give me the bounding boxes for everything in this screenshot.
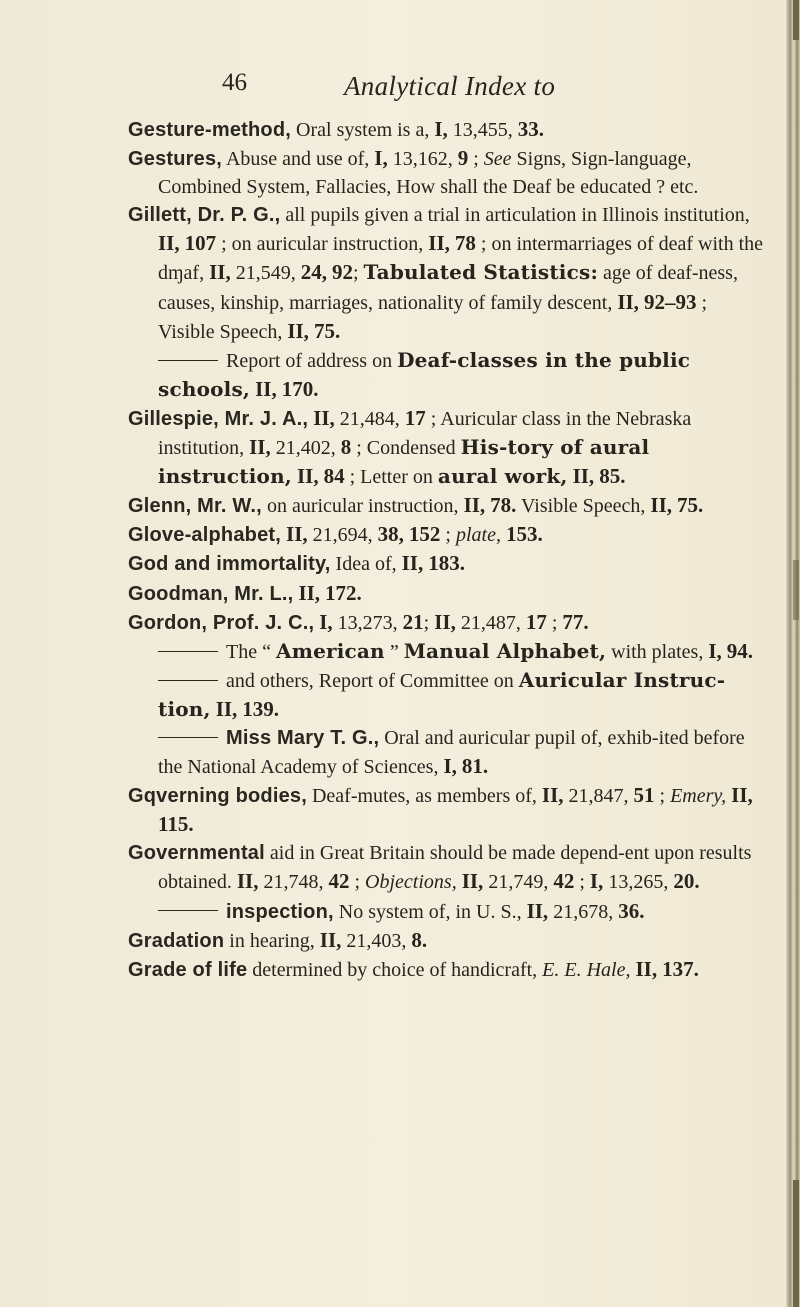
entry-text: I,	[434, 117, 448, 141]
entry-text: Objections,	[365, 871, 457, 894]
entry-text: 21,549,	[230, 262, 301, 285]
entry-text: Deaf-classes in the public schools,	[158, 347, 691, 401]
entry-text: II,	[249, 435, 271, 460]
entry-text: 75.	[313, 318, 341, 343]
entry-heading: Gordon, Prof. J. C.,	[128, 611, 315, 634]
entry-text: I,	[443, 754, 457, 779]
index-entry	[128, 955, 768, 984]
index-subentry	[128, 666, 768, 724]
entry-text: 107	[184, 231, 217, 256]
entry-text: ;	[440, 524, 456, 547]
entry-text: ; on auricular instruction,	[216, 233, 429, 256]
entry-text: 13,265,	[603, 871, 674, 894]
entry-text: 9	[457, 146, 469, 171]
index-entry	[128, 781, 768, 839]
index-entry	[128, 115, 768, 144]
running-title: Analytical Index to	[344, 71, 556, 101]
entry-text: I,	[589, 869, 604, 894]
entry-text: 81.	[461, 754, 489, 779]
entry-text: 21,749,	[483, 871, 554, 894]
entry-text: 8.	[411, 927, 428, 952]
entry-text: ; Auricular class in the Nebraska institution,	[158, 407, 692, 460]
entry-text: II,	[461, 869, 484, 894]
entry-text: ;	[654, 785, 671, 808]
entry-text: 13,162,	[387, 148, 458, 171]
entry-text: ;	[546, 611, 563, 634]
entry-text: with plates,	[606, 640, 709, 663]
index-subentry	[128, 346, 768, 404]
entry-heading: Grade of life	[128, 958, 248, 981]
entry-text: E. E. Hale,	[542, 958, 631, 981]
entry-text: Manual Alphabet,	[403, 638, 607, 663]
entry-text: 24,	[300, 260, 327, 285]
index-entry	[128, 608, 768, 637]
entry-text: Signs, Sign-language, Combined System, Fallacies, How shall the Deaf be educated ? etc.	[158, 148, 699, 199]
index-entry	[128, 926, 768, 955]
entry-text: II,	[526, 898, 549, 923]
entry-text: 172.	[325, 580, 362, 605]
index-subentry	[128, 724, 768, 781]
entry-text: 13,455,	[447, 119, 518, 141]
entry-text: age of deaf-ness, causes, kinship, marriages, nationality of family descent,	[158, 262, 738, 314]
entry-heading: Glove-alphabet,	[128, 524, 282, 547]
entry-text: II,	[434, 609, 456, 634]
entry-text: 170.	[281, 376, 319, 401]
index-entry	[128, 201, 768, 345]
entry-heading: Gestures,	[128, 148, 223, 171]
entry-text: 77.	[562, 609, 589, 634]
index-entry	[128, 144, 768, 201]
entry-text: II,	[617, 289, 639, 314]
entry-text: 13,273,	[332, 611, 403, 634]
entry-text: Auricular Instruc-tion,	[158, 667, 726, 721]
index-entry	[128, 404, 768, 491]
entry-text: 84	[323, 464, 345, 489]
entry-text: ;	[352, 262, 364, 285]
entry-heading: God and immortality,	[128, 553, 331, 576]
entry-text: and others, Report of Committee on	[226, 669, 519, 692]
index-entry	[128, 579, 768, 608]
entry-text: 42	[328, 869, 350, 894]
entry-text: Report of address on	[226, 349, 398, 372]
entry-text: 78.	[490, 493, 517, 518]
entry-text: 92–93	[643, 289, 697, 314]
entry-text: Deaf-mutes, as members of,	[306, 785, 542, 808]
entry-heading: Gradation	[128, 929, 225, 952]
entry-text: 153.	[505, 522, 543, 547]
entry-text: 115.	[158, 812, 194, 837]
entry-text: II,	[319, 927, 342, 952]
entry-text: II,	[215, 696, 238, 721]
entry-text: ;	[468, 148, 484, 171]
index-entry	[128, 549, 768, 578]
entry-text: 21,402,	[270, 437, 341, 460]
entry-text: American	[275, 638, 385, 663]
index-entries	[128, 115, 768, 984]
entry-text: 94.	[726, 638, 754, 663]
entry-text: aural work,	[437, 464, 568, 489]
entry-text: See	[483, 148, 512, 171]
entry-text: 21,748,	[258, 871, 329, 894]
ditto-dash	[158, 737, 218, 738]
entry-text: 38,	[377, 522, 404, 547]
entry-text: II,	[650, 493, 672, 518]
entry-text: II,	[463, 493, 486, 518]
entry-text: 33.	[517, 117, 545, 141]
entry-text: 36.	[618, 898, 645, 923]
entry-text: 21,678,	[548, 900, 619, 923]
entry-text: I,	[708, 638, 722, 663]
entry-text: 85.	[599, 464, 626, 489]
entry-text: I,	[374, 146, 388, 171]
entry-text: The “	[226, 640, 276, 663]
index-entry	[128, 520, 768, 549]
index-entry	[128, 491, 768, 520]
entry-text: II,	[298, 580, 321, 605]
entry-heading: inspection,	[226, 900, 334, 923]
entry-heading: Gillett, Dr. P. G.,	[128, 204, 281, 227]
entry-text: all pupils given a trial in articulation in Illinois institution,	[280, 204, 750, 227]
entry-heading: Glenn, Mr. W.,	[128, 495, 262, 518]
entry-text: ; on intermarriages of deaf with the dɱaf,	[158, 233, 764, 285]
entry-text: II,	[255, 376, 277, 401]
page-header	[0, 67, 786, 107]
entry-text: Abuse and use of,	[222, 148, 375, 171]
entry-text: II,	[209, 260, 231, 285]
entry-text: II,	[313, 405, 335, 430]
entry-text: II,	[158, 231, 180, 256]
entry-heading: Goodman, Mr. L.,	[128, 582, 294, 605]
entry-text: 21,403,	[341, 929, 412, 952]
entry-text: 92	[331, 260, 353, 285]
entry-text: ; Letter on	[344, 466, 438, 489]
entry-text: Emery,	[670, 785, 727, 808]
entry-text: 17	[404, 405, 426, 430]
entry-text: II,	[731, 783, 753, 808]
entry-text: II,	[287, 318, 309, 343]
entry-text: plate,	[455, 524, 501, 547]
entry-text: 78	[454, 231, 476, 256]
entry-text: 51	[633, 783, 655, 808]
entry-text: ”	[384, 640, 404, 663]
entry-text: II,	[572, 464, 595, 489]
entry-text: ; Visible Speech,	[158, 291, 707, 343]
entry-text: I,	[319, 609, 333, 634]
entry-text: 183.	[428, 551, 465, 576]
entry-text: ;	[423, 611, 435, 634]
entry-text: Tabulated Statistics:	[363, 260, 599, 285]
entry-text: 20.	[673, 869, 700, 894]
entry-text: determined by choice of handicraft,	[247, 958, 543, 981]
ditto-dash	[158, 360, 218, 361]
page-number: 46	[222, 69, 247, 96]
entry-text: 152	[408, 522, 441, 547]
entry-text: 75.	[677, 493, 704, 518]
entry-text: on auricular instruction,	[261, 495, 464, 518]
entry-text: II,	[296, 464, 319, 489]
entry-text: 17	[525, 609, 547, 634]
entry-text: No system of, in U. S.,	[333, 900, 527, 923]
entry-text: 42	[553, 869, 575, 894]
index-subentry	[128, 897, 768, 926]
index-entry	[128, 839, 768, 896]
index-subentry	[128, 637, 768, 666]
entry-text: Oral system is a,	[291, 119, 435, 141]
entry-text: Oral and auricular pupil of, exhib-ited before the National Academy of Sciences,	[158, 726, 745, 779]
entry-text: 21,484,	[334, 407, 405, 430]
entry-text: II,	[286, 522, 308, 547]
entry-heading: Gesture-method,	[128, 119, 292, 141]
ditto-dash	[158, 680, 218, 681]
entry-text: Idea of,	[330, 553, 402, 576]
entry-text: ;	[349, 871, 366, 894]
ditto-dash	[158, 651, 218, 652]
entry-heading: Gillespie, Mr. J. A.,	[128, 407, 309, 430]
entry-text: 8	[340, 435, 352, 460]
entry-text: II,	[541, 783, 564, 808]
entry-text: Visible Speech,	[516, 495, 651, 518]
entry-text: 21,847,	[563, 785, 634, 808]
entry-heading: Governmental	[128, 842, 265, 865]
entry-text: 21,694,	[307, 524, 378, 547]
entry-text: 137.	[662, 956, 699, 981]
entry-text: II,	[428, 231, 450, 256]
entry-heading: Miss Mary T. G.,	[226, 726, 380, 749]
page-edge	[786, 0, 800, 1307]
entry-text: II,	[635, 956, 658, 981]
entry-text: ;	[574, 871, 590, 894]
entry-text: His-tory of aural instruction,	[158, 435, 650, 489]
entry-text: 139.	[242, 696, 280, 721]
entry-heading: Gqverning bodies,	[128, 785, 307, 808]
entry-text: in hearing,	[224, 929, 320, 952]
entry-text: II,	[236, 869, 259, 894]
entry-text: aid in Great Britain should be made depend-ent upon results obtained.	[158, 842, 752, 894]
entry-text: II,	[401, 551, 424, 576]
entry-text: ; Condensed	[351, 437, 461, 460]
ditto-dash	[158, 910, 218, 911]
entry-text: 21,487,	[455, 611, 526, 634]
entry-text: 21	[402, 609, 424, 634]
